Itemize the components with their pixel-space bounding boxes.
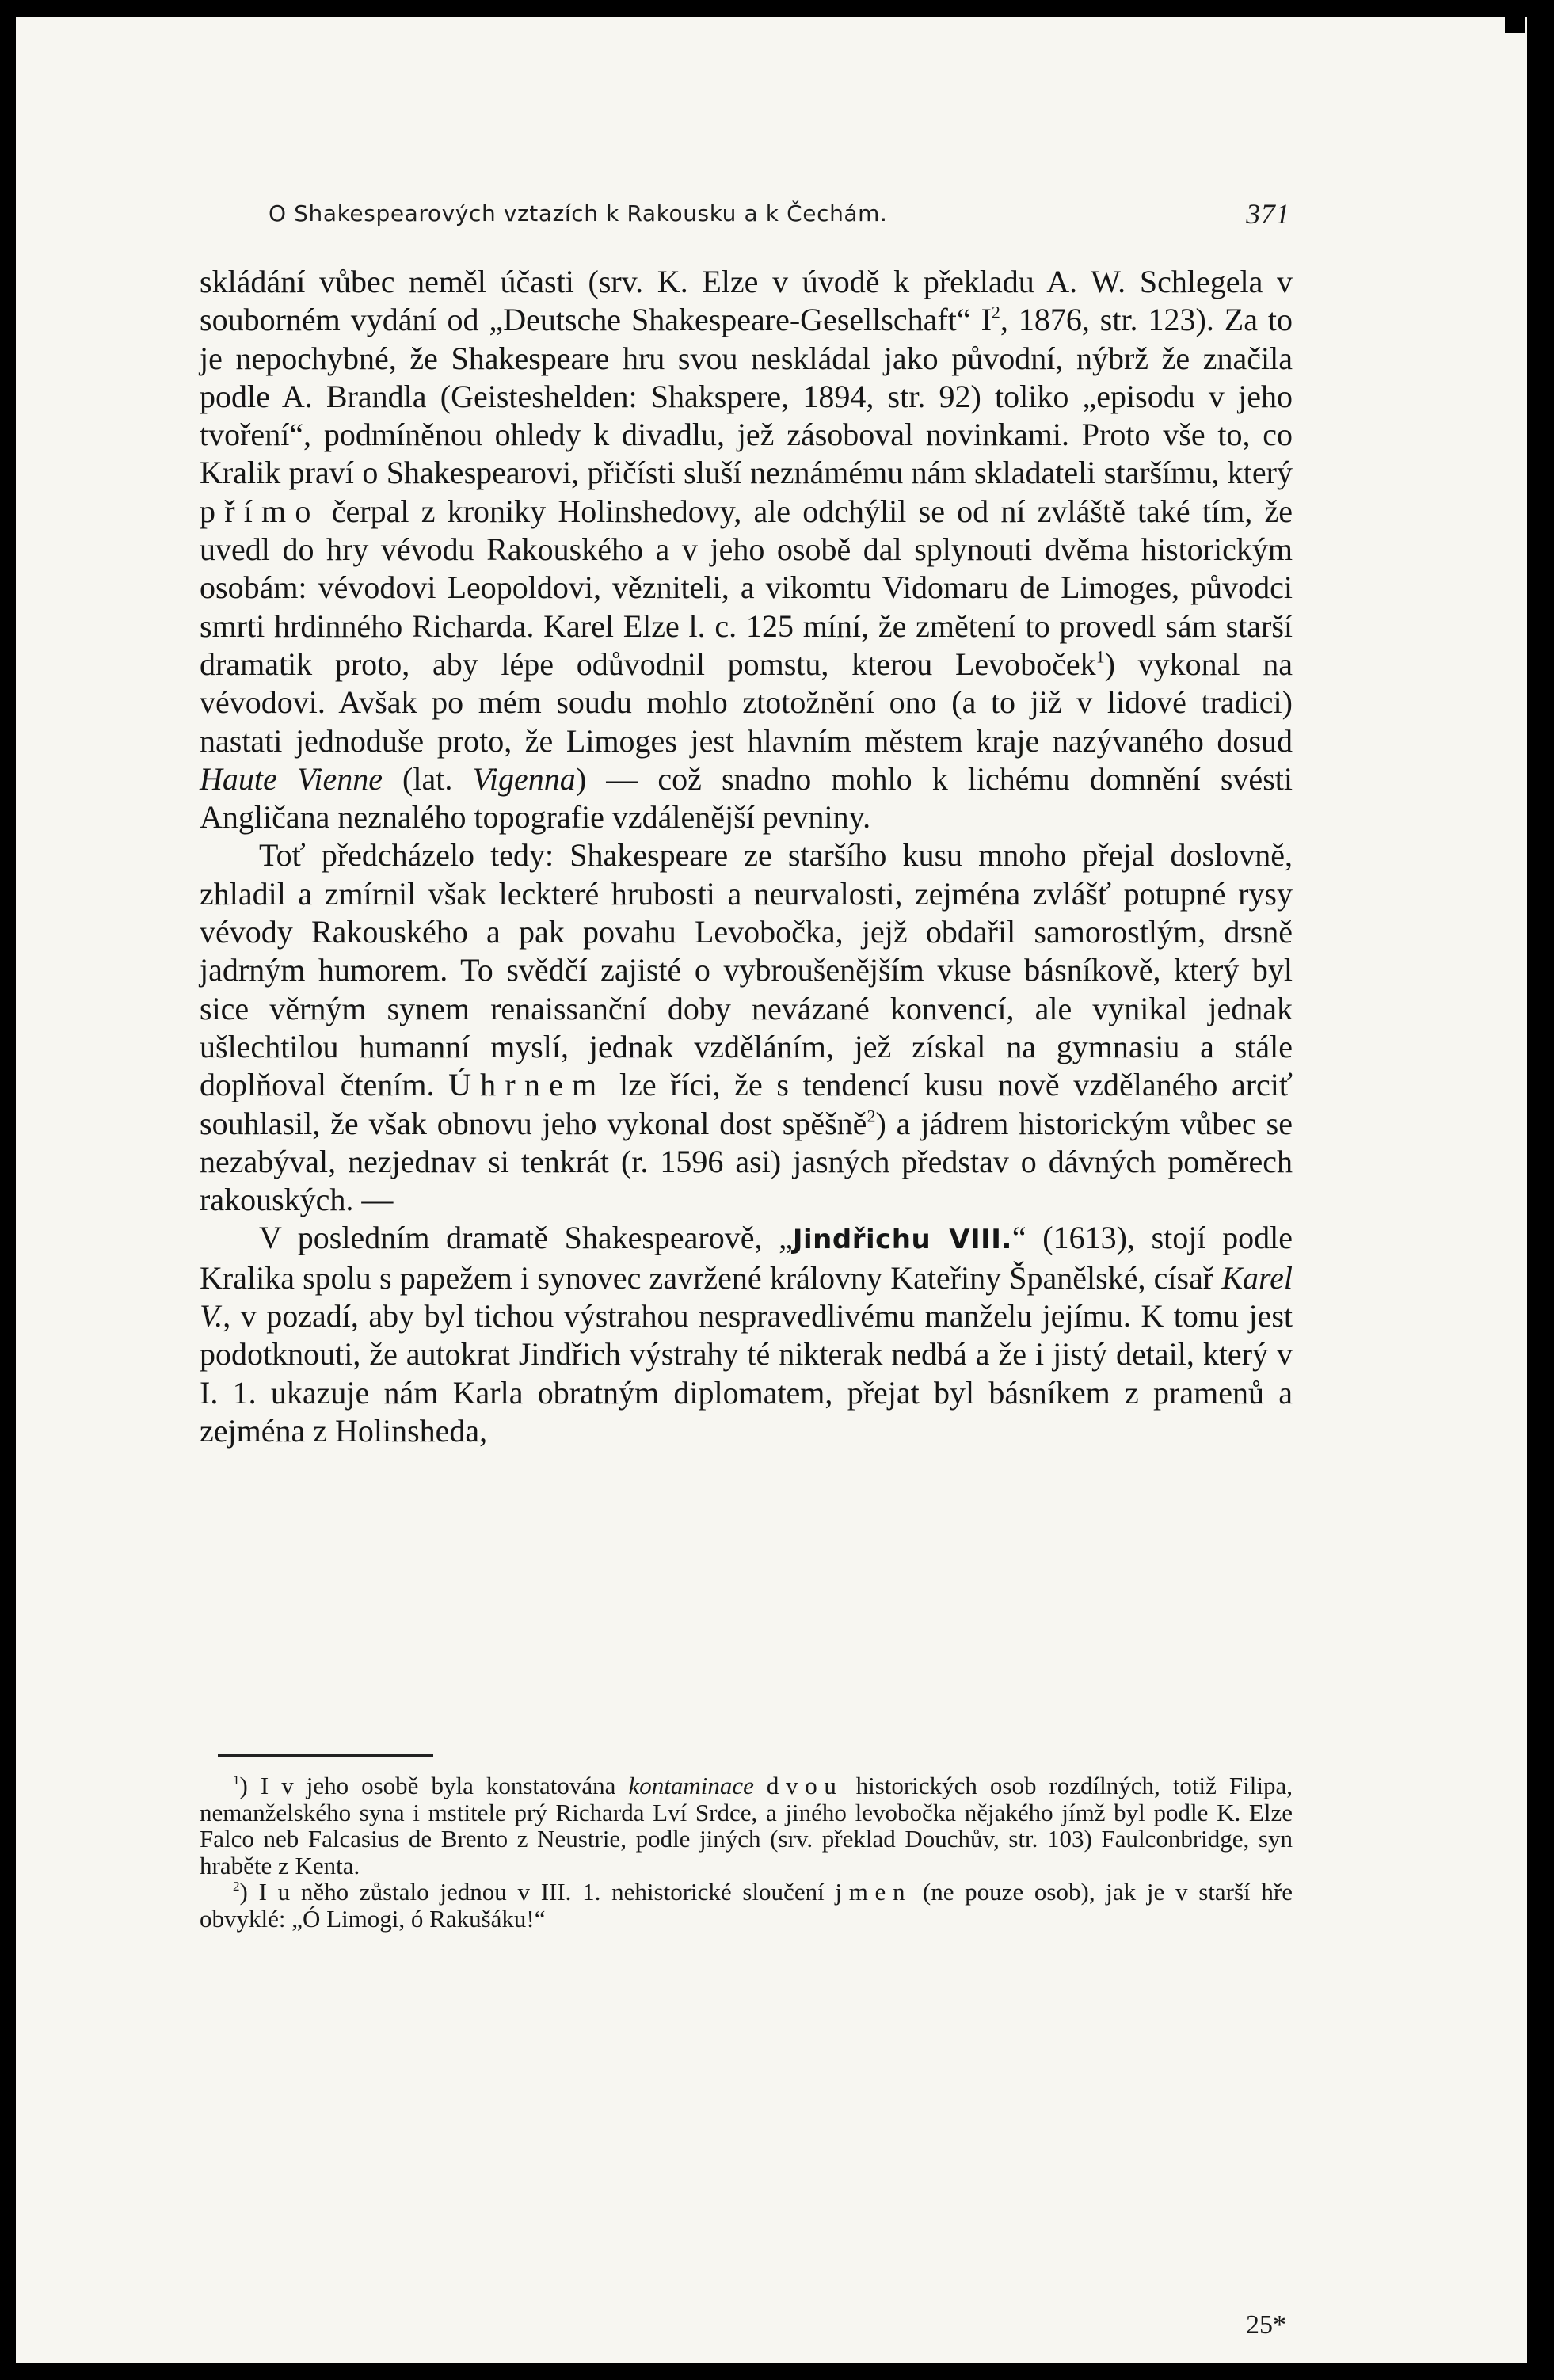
paragraph-1 <box>200 263 1293 836</box>
spaced-emphasis: Úhrnem <box>448 1067 606 1103</box>
text-run: lze říci, že s tendencí kusu nově vzdělaného arciť souhlasil, že však obnovu jeho vykonal dost spěšně <box>200 1067 1293 1141</box>
play-title: Jindřichu VIII. <box>792 1224 1012 1256</box>
spaced-emphasis: přímo <box>200 493 320 529</box>
footnote-2 <box>200 1879 1293 1932</box>
running-head-title: O Shakespearových vztazích k Rakousku a k Čechám. <box>269 200 888 227</box>
book-page <box>16 17 1527 2363</box>
spaced-emphasis: jmen <box>835 1878 912 1906</box>
text-run: “ (1613), stojí podle Kralika spolu s papežem i synovec zavržené královny Kateřiny Španělské, císař <box>200 1220 1293 1296</box>
footnote-divider <box>218 1754 433 1757</box>
text-run: historických osob rozdílných, totiž Filipa, nemanželského syna i mstitele prý Richarda Lví Srdce, a jiného levobočka nějakého jímž byl podle K. Elze Falco neb Falcasius de Brento z Neustrie, podle jiných (srv. překlad Douchův, str. 103) Faulconbridge, syn hraběte z Kenta. <box>200 1772 1293 1879</box>
footnote-mark: 1 <box>233 1773 240 1788</box>
footnotes <box>200 1773 1293 1932</box>
text-run <box>754 1772 767 1799</box>
italic-term: kontaminace <box>628 1772 754 1799</box>
running-head <box>269 186 1290 234</box>
text-run: ) I v jeho osobě byla konstatována <box>239 1772 629 1799</box>
printer-signature: 25* <box>1246 2310 1286 2340</box>
page-number: 371 <box>1246 198 1290 230</box>
text-run: ) — což snadno mohlo k lichému domnění svésti Angličana neznalého topografie vzdálenější pevniny. <box>200 760 1293 836</box>
main-text <box>200 263 1293 1450</box>
footnote-ref-1: 1 <box>1095 646 1105 667</box>
italic-term: Vigenna <box>472 760 576 797</box>
text-run: Toť předcházelo tedy: Shakespeare ze staršího kusu mnoho přejal doslovně, zhladil a zmírnil však leckteré hrubosti a neurvalosti, zejména zvlášť potupné rysy vévody Rakouského a pak povahu Levobočka, jejž obdařil samorostlým, drsně jadrným humorem. To svědčí zajisté o vybroušenějším vkuse básníkově, který byl sice věrným synem renaissanční doby nevázané konvencí, ale vynikal jednak ušlechtilou humanní myslí, jednak vzděláním, jež získal na gymnasiu a stále doplňoval čtením. <box>200 837 1293 1103</box>
italic-term: Haute Vienne <box>200 760 383 797</box>
text-run: ) I u něho zůstalo jednou v III. 1. nehistorické sloučení <box>239 1878 836 1906</box>
text-run: (ne pouze osob), jak je v starší hře obvyklé: „Ó Limogi, ó Rakušáku!“ <box>200 1878 1293 1933</box>
text-run: ) a jádrem historickým vůbec se nezabýval, nezjednav si tenkrát (r. 1596 asi) jasných představ o dávných poměrech rakouských. — <box>200 1105 1293 1218</box>
text-run: skládání vůbec neměl účasti (srv. K. Elze v úvodě k překladu A. W. Schlegela v souborném vydání od „Deutsche Shakespeare-Gesellschaft“ I <box>200 264 1293 338</box>
scan-edge-notch <box>1505 17 1525 33</box>
text-run: V posledním dramatě Shakespearově, „ <box>259 1220 793 1256</box>
text-run: , v pozadí, aby byl tichou výstrahou nespravedlivému manželu jejímu. K tomu jest podotknouti, že autokrat Jindřich výstrahy té nikterak nedbá a že i jistý detail, který v I. 1. ukazuje nám Karla obratným diplomatem, přejat byl básníkem z pramenů a zejména z Holinsheda, <box>200 1298 1293 1449</box>
text-run: ) vykonal na vévodovi. Avšak po mém soudu mohlo ztotožnění ono (a to již v lidové tradici) nastati jednoduše proto, že Limoges jest hlavním městem kraje nazývaného dosud <box>200 645 1293 759</box>
text-run: , 1876, str. 123). Za to je nepochybné, že Shakespeare hru svou neskládal jako původní, nýbrž že značila podle A. Brandla (Geisteshelden: Shakspere, 1894, str. 92) toliko „episodu v jeho tvoření“, podmíněnou ohledy k divadlu, jež zásoboval novinkami. Proto vše to, co Kralik praví o Shakespearovi, přičísti sluší neznámému nám skladateli staršímu, který <box>200 302 1293 491</box>
paragraph-2 <box>200 836 1293 1219</box>
text-run: (lat. <box>382 760 473 797</box>
text-run: čerpal z kroniky Holinshedovy, ale odchýlil se od ní zvláště také tím, že uvedl do hry vévodu Rakouského a v jeho osobě dal splynouti dvěma historickým osobám: vévodovi Leopoldovi, vězniteli, a vikomtu Vidomaru de Limoges, původci smrti hrdinného Richarda. Karel Elze l. c. 125 míní, že změtení to provedl sám starší dramatik proto, aby lépe odůvodnil pomstu, kterou Levoboček <box>200 493 1293 682</box>
italic-term: Karel V. <box>200 1259 1293 1335</box>
footnote-1 <box>200 1773 1293 1879</box>
footnote-ref-2: 2 <box>867 1106 876 1126</box>
superscript: 2 <box>991 302 1000 322</box>
paragraph-3 <box>200 1219 1293 1450</box>
footnote-mark: 2 <box>233 1879 240 1894</box>
spaced-emphasis: dvou <box>766 1772 844 1799</box>
